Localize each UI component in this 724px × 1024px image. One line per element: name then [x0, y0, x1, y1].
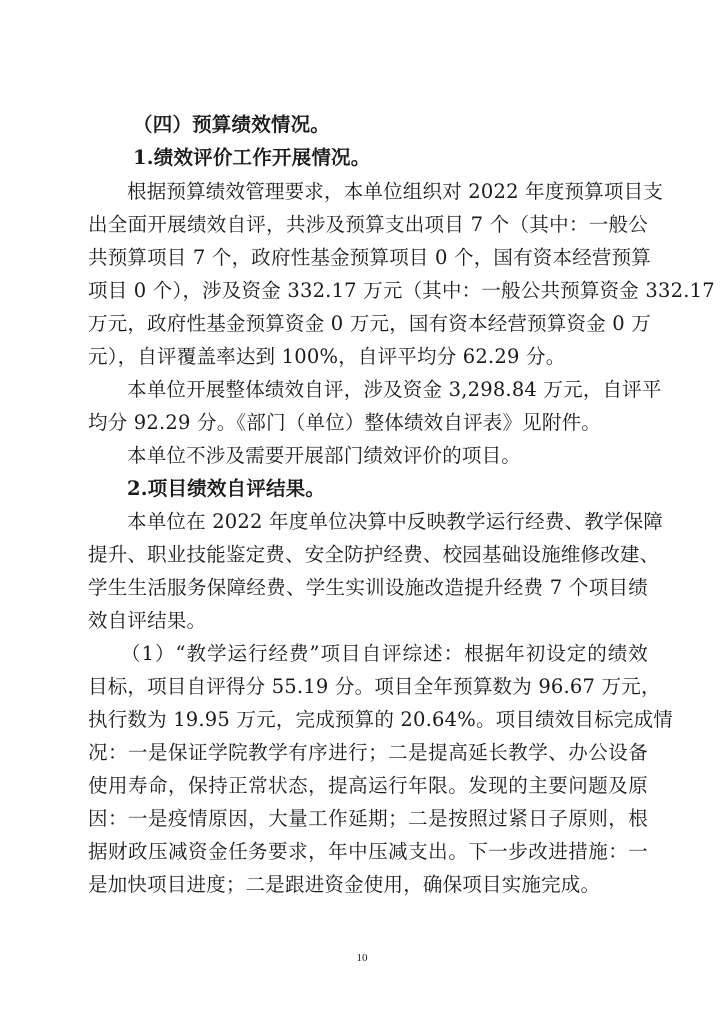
- paragraph-line: 本单位不涉及需要开展部门绩效评价的项目。: [127, 444, 522, 467]
- section-heading: （四）预算绩效情况。: [133, 113, 331, 136]
- paragraph-line: 执行数为 19.95 万元，完成预算的 20.64%。项目绩效目标完成情: [88, 708, 673, 731]
- paragraph-line: 况：一是保证学院教学有序进行；二是提高延长教学、办公设备: [88, 741, 648, 764]
- subsection-heading-1: 1.绩效评价工作开展情况。: [133, 146, 371, 169]
- paragraph-line: 提升、职业技能鉴定费、安全防护经费、校园基础设施维修改建、: [88, 543, 660, 566]
- paragraph-line: 据财政压减资金任务要求，年中压减支出。下一步改进措施：一: [88, 840, 648, 863]
- paragraph-line: 均分 92.29 分。《部门（单位）整体绩效自评表》见附件。: [88, 411, 601, 434]
- paragraph-line: 是加快项目进度；二是跟进资金使用，确保项目实施完成。: [88, 873, 601, 896]
- paragraph-line: 使用寿命，保持正常状态，提高运行年限。发现的主要问题及原: [88, 774, 648, 797]
- paragraph-line: 本单位开展整体绩效自评，涉及资金 3,298.84 万元，自评平: [127, 378, 662, 401]
- page-number: 10: [356, 952, 368, 964]
- paragraph-line: 本单位在 2022 年度单位决算中反映教学运行经费、教学保障: [127, 510, 664, 533]
- paragraph-line: 目标，项目自评得分 55.19 分。项目全年预算数为 96.67 万元，: [88, 675, 661, 698]
- paragraph-line: 因：一是疫情原因，大量工作延期；二是按照过紧日子原则，根: [88, 807, 648, 830]
- paragraph-line: 根据预算绩效管理要求，本单位组织对 2022 年度预算项目支: [127, 180, 664, 203]
- paragraph-line: 出全面开展绩效自评，共涉及预算支出项目 7 个（其中：一般公: [88, 213, 648, 236]
- paragraph-line: 效自评结果。: [88, 609, 207, 632]
- paragraph-line: 元），自评覆盖率达到 100%，自评平均分 62.29 分。: [88, 345, 566, 368]
- paragraph-line: 学生生活服务保障经费、学生实训设施改造提升经费 7 个项目绩: [88, 576, 648, 599]
- subsection-heading-2: 2.项目绩效自评结果。: [127, 477, 326, 500]
- paragraph-line: 万元，政府性基金预算资金 0 万元，国有资本经营预算资金 0 万: [88, 312, 652, 335]
- paragraph-line: 项目 0 个），涉及资金 332.17 万元（其中：一般公共预算资金 332.17: [88, 279, 715, 302]
- paragraph-line: 共预算项目 7 个，政府性基金预算项目 0 个，国有资本经营预算: [88, 246, 652, 269]
- paragraph-line: （1）“教学运行经费”项目自评综述：根据年初设定的绩效: [121, 642, 648, 665]
